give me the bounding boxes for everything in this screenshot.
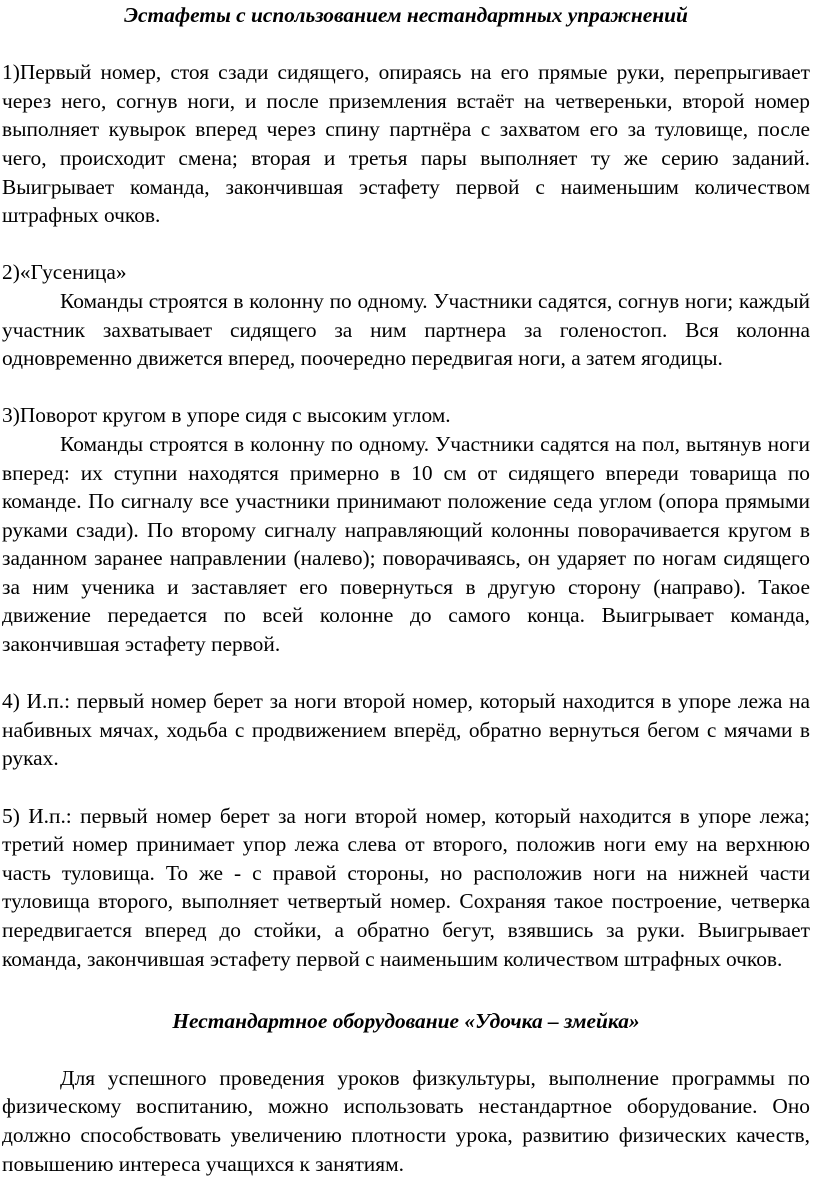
relay-item-4: 4) И.п.: первый номер берет за ноги второй номер, который находится в упоре лежа на набивных мячах, ходьба с продвижением вперёд, обратно вернуться бегом с мячами в руках. xyxy=(2,689,810,771)
spacer xyxy=(2,30,810,59)
relay-item-3-text: Команды строятся в колонну по одному. Участники садятся на пол, вытянув ноги вперед: их ступни находятся примерно в 10 см от сидящего впереди товарища по команде. По сигналу все участники принимают положение седа углом (опора прямыми руками сзади). По второму сигналу направляющий колонны поворачивается кругом в заданном заранее направлении (налево); поворачиваясь, он ударяет по ногам сидящего за ним ученика и заставляет его повернуться в другую сторону (направо). Такое движение передается по всей колонне до самого конца. Выигрывает команда, закончившая эстафету первой. xyxy=(2,431,810,657)
relay-item-5: 5) И.п.: первый номер берет за ноги второй номер, который находится в упоре лежа; третий номер принимает упор лежа слева от второго, положив ноги ему на верхнюю часть туловища. То же - с правой стороны, но расположив ноги на нижней части туловища второго, выполняет четвертый номер. Сохраняя такое построение, четверка передвигается вперед до стойки, а обратно бегут, взявшись за руки. Выигрывает команда, закончившая эстафету первой с наименьшим количеством штрафных очков. xyxy=(2,803,810,971)
spacer xyxy=(2,230,810,259)
relay-item-3-heading: 3)Поворот кругом в упоре сидя с высоким углом. xyxy=(2,403,451,428)
relay-item-2-text: Команды строятся в колонну по одному. Участники садятся, согнув ноги; каждый участник захватывает сидящего за ним партнера за голеностоп. Вся колонна одновременно движется вперед, поочередно передвигая ноги, а затем ягодицы. xyxy=(2,288,810,371)
spacer xyxy=(2,973,810,1007)
spacer xyxy=(2,1036,810,1064)
spacer xyxy=(2,773,810,802)
document-title: Эстафеты с использованием нестандартных упражнений xyxy=(124,3,688,27)
equipment-paragraph: Для успешного проведения уроков физкультуры, выполнение программы по физическому воспитанию, можно использовать нестандартное оборудование. Оно должно способствовать увеличению плотности урока, развитию физических качеств, повышению интереса учащихся к занятиям. xyxy=(2,1065,810,1176)
relay-item-2-heading: 2)«Гусеница» xyxy=(2,260,127,285)
spacer xyxy=(2,373,810,402)
section-subtitle: Нестандартное оборудование «Удочка – змейка» xyxy=(172,1009,640,1034)
spacer xyxy=(2,659,810,688)
relay-item-1: 1)Первый номер, стоя сзади сидящего, опираясь на его прямые руки, перепрыгивает через него, согнув ноги, и после приземления встаёт на четвереньки, второй номер выполняет кувырок вперед через спину партнёра с захватом его за туловище, после чего, происходит смена; вторая и третья пары выполняет ту же серию заданий. Выигрывает команда, закончившая эстафету первой с наименьшим количеством штрафных очков. xyxy=(2,60,810,228)
